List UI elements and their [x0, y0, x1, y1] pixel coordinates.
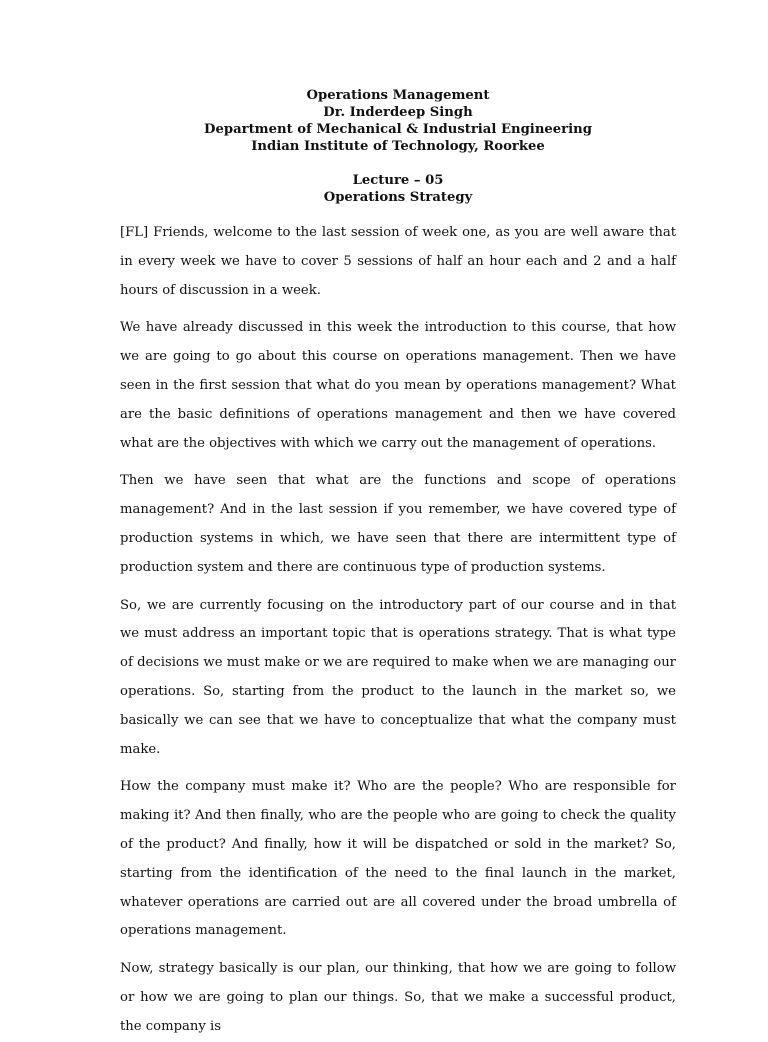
document-body	[120, 219, 676, 1042]
lecture-heading	[120, 172, 676, 206]
department-name: Department of Mechanical & Industrial Engineering	[204, 122, 592, 137]
body-paragraph: How the company must make it? Who are the people? Who are responsible for making it? And then finally, who are the people who are going to check the quality of the product? And finally, how it will be dispatched or sold in the market? So, starting from the identification of the need to the final launch in the market, whatever operations are carried out are all covered under the broad umbrella of operations management.	[120, 779, 676, 939]
lecture-title: Operations Strategy	[323, 190, 473, 205]
lecture-number: Lecture – 05	[352, 173, 444, 188]
course-title: Operations Management	[306, 88, 490, 103]
body-paragraph: So, we are currently focusing on the introductory part of our course and in that we must address an important topic that is operations strategy. That is what type of decisions we must make or we are required to make when we are managing our operations. So, starting from the product to the launch in the market so, we basically we can see that we have to conceptualize that what the company must make.	[120, 597, 676, 757]
body-paragraph: We have already discussed in this week the introduction to this course, that how we are going to go about this course on operations management. Then we have seen in the first session that what do you mean by operations management? What are the basic definitions of operations management and then we have covered what are the objectives with which we carry out the management of operations.	[120, 320, 676, 451]
body-paragraph: Then we have seen that what are the functions and scope of operations management? And in the last session if you remember, we have covered type of production systems in which, we have seen that there are intermittent type of production system and there are continuous type of production systems.	[120, 473, 676, 575]
document-header	[120, 87, 676, 155]
body-paragraph: [FL] Friends, welcome to the last session of week one, as you are well aware that in every week we have to cover 5 sessions of half an hour each and 2 and a half hours of discussion in a week.	[120, 225, 676, 298]
body-paragraph: Now, strategy basically is our plan, our thinking, that how we are going to follow or how we are going to plan our things. So, that we make a successful product, the company is	[120, 961, 676, 1034]
instructor-name: Dr. Inderdeep Singh	[323, 105, 473, 120]
institute-name: Indian Institute of Technology, Roorkee	[251, 139, 545, 154]
